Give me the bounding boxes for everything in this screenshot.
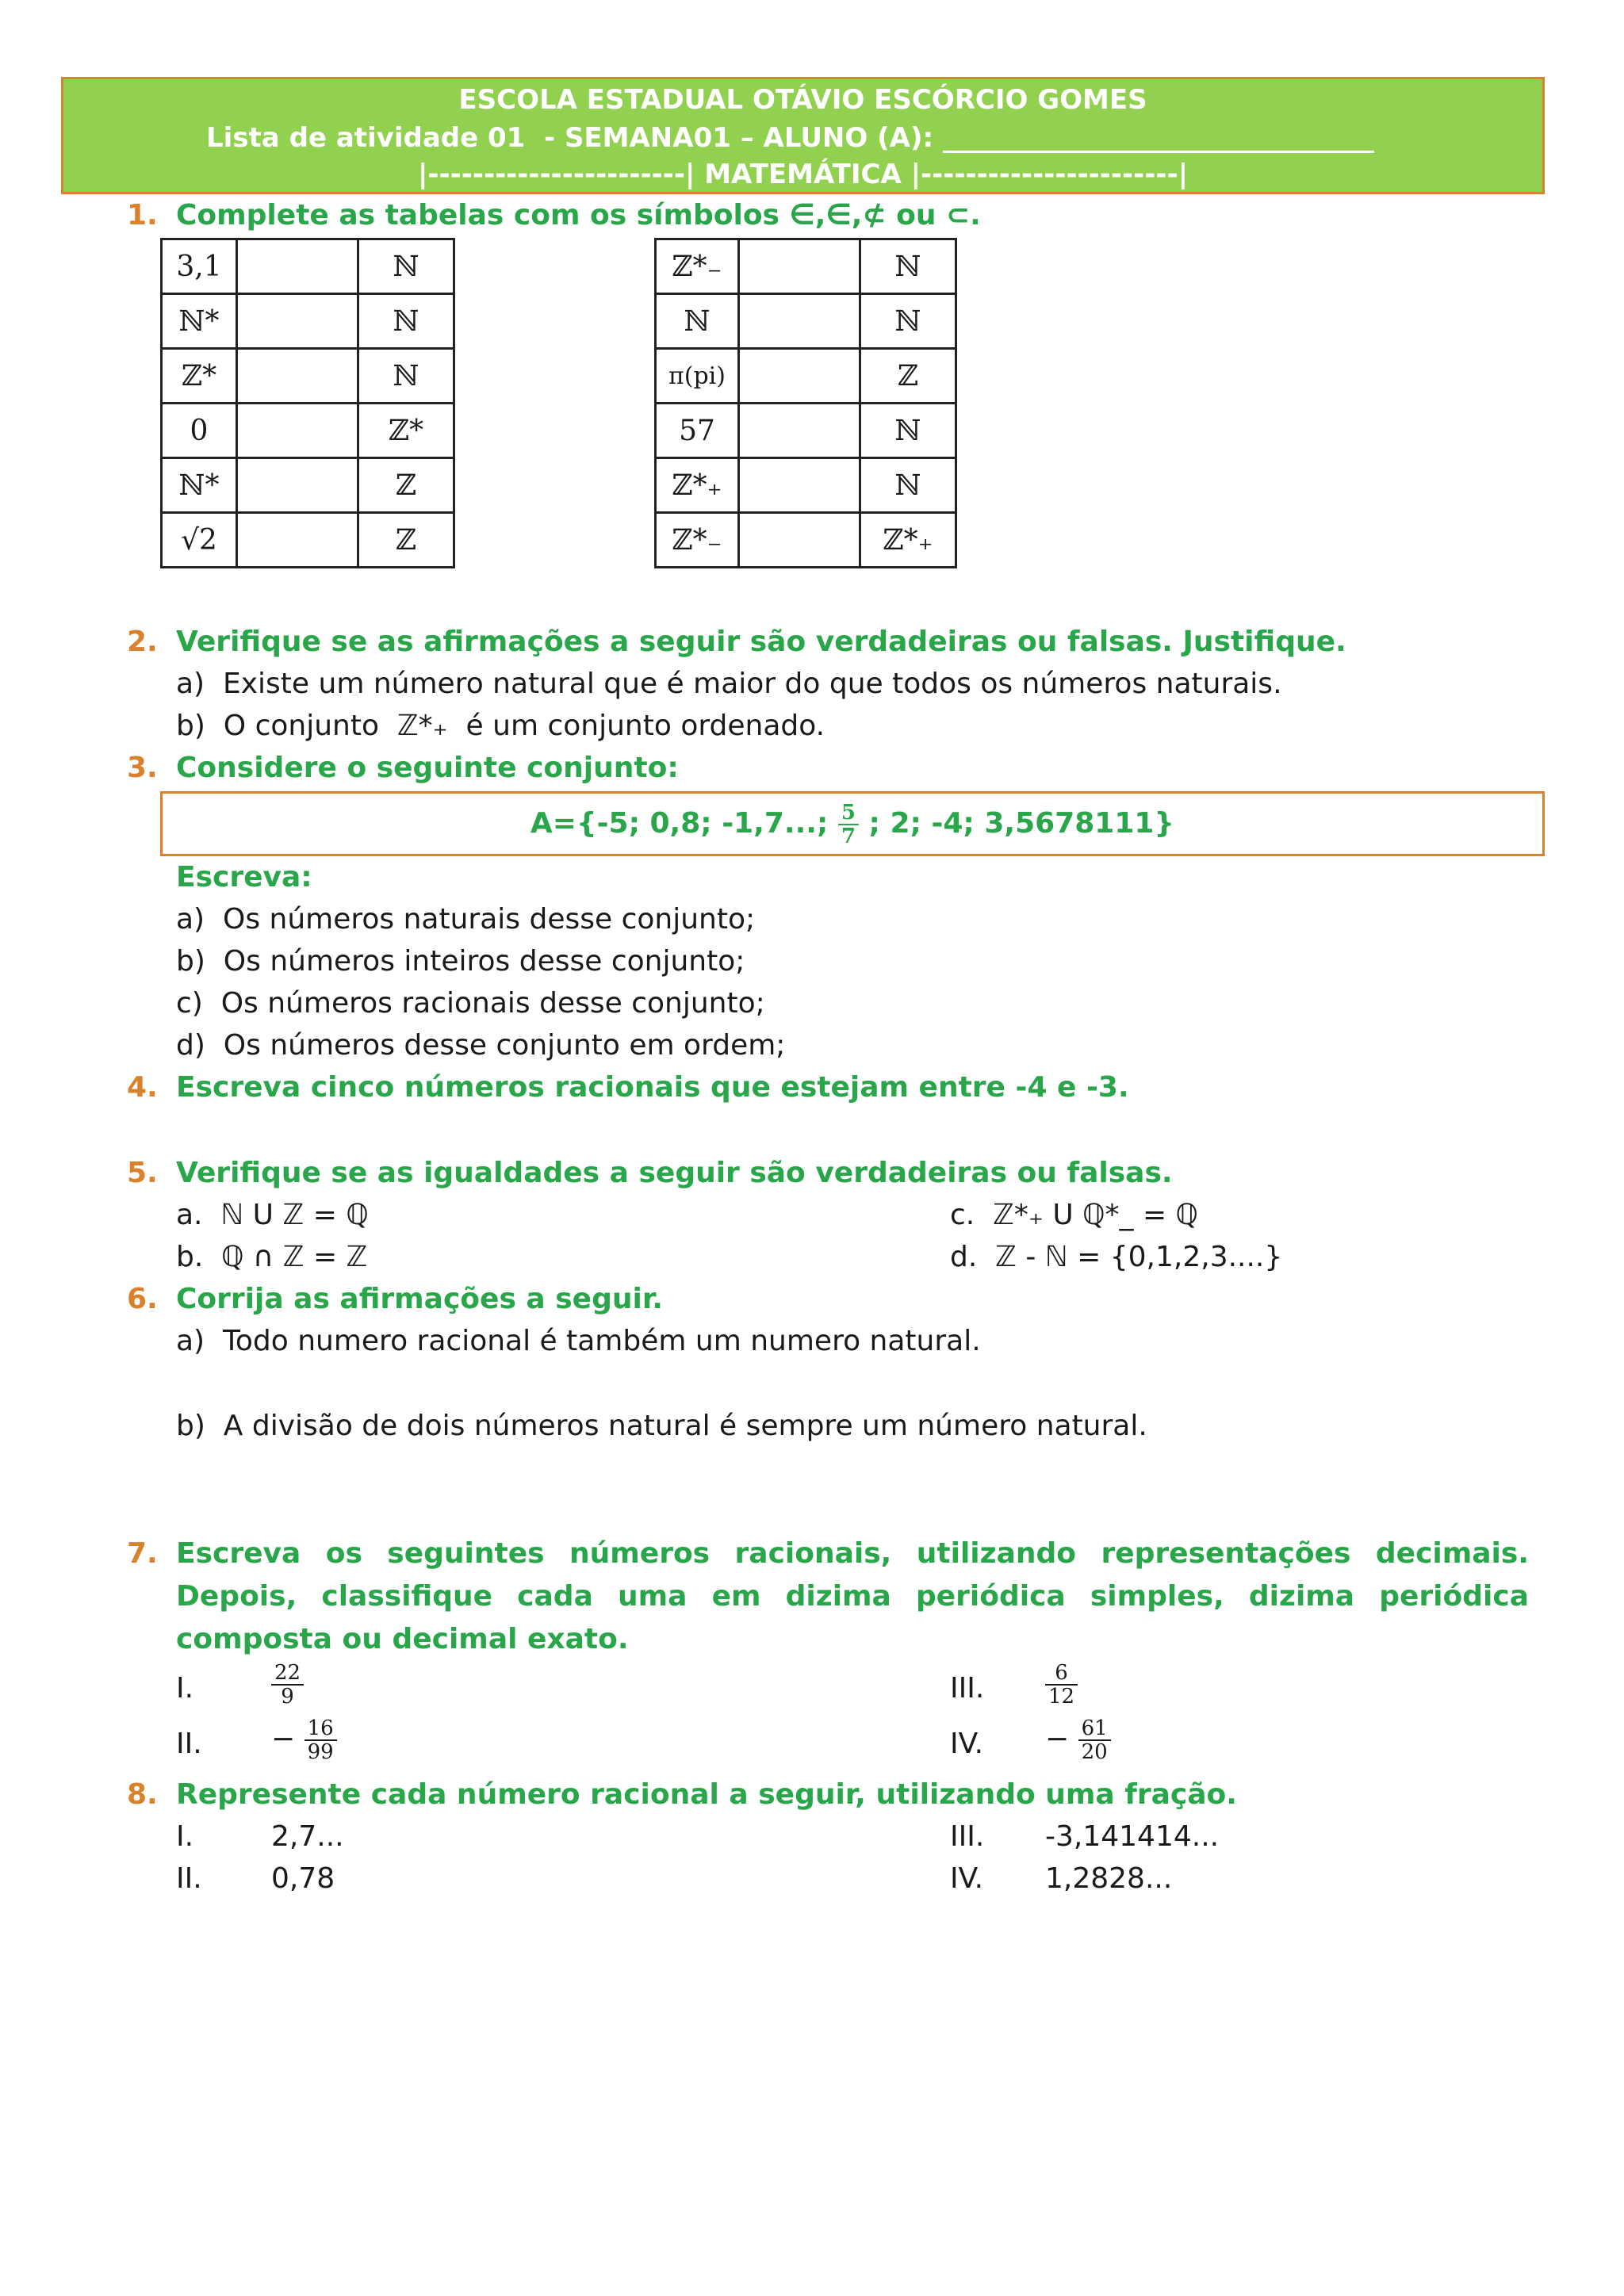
question-3-text: Considere o seguinte conjunto:: [176, 752, 679, 784]
item-label: II.: [176, 1728, 202, 1760]
question-number: 4.: [127, 1071, 158, 1104]
table-cell: ℕ: [358, 294, 454, 349]
fraction-numerator: 22: [271, 1662, 304, 1686]
subject-title: |-----------------------| MATEMÁTICA |-----------------------|: [417, 159, 1188, 190]
answer-cell[interactable]: [739, 513, 860, 568]
fraction-denominator: 9: [281, 1685, 294, 1709]
header-banner: [61, 77, 1545, 194]
question-number: 8.: [127, 1778, 158, 1811]
question-number: 5.: [127, 1157, 158, 1189]
table-cell: ℤ: [358, 513, 454, 568]
question-number: 1.: [127, 199, 158, 232]
answer-cell[interactable]: [237, 513, 358, 568]
item-a: a) Todo numero racional é também um numero natural.: [176, 1325, 981, 1357]
table-cell: ℤ*₋: [656, 513, 739, 568]
fraction-numerator: 61: [1078, 1717, 1111, 1741]
table-cell: ℤ: [860, 349, 956, 404]
fraction-item: [271, 1662, 304, 1708]
school-name: ESCOLA ESTADUAL OTÁVIO ESCÓRCIO GOMES: [458, 84, 1147, 116]
table-row: [162, 404, 454, 458]
answer-cell[interactable]: [237, 239, 358, 294]
answer-cell[interactable]: [739, 404, 860, 458]
item-a: a) Existe um número natural que é maior do que todos os números naturais.: [176, 668, 1282, 700]
fraction-denominator: 99: [307, 1740, 334, 1764]
table-row: [656, 404, 956, 458]
table-cell: ℕ: [358, 239, 454, 294]
table-row: [656, 513, 956, 568]
table-cell: ℕ: [860, 294, 956, 349]
fraction-numerator: 16: [304, 1717, 337, 1741]
question-number: 2.: [127, 626, 158, 658]
fraction-denominator: 7: [841, 825, 856, 848]
fraction: [304, 1717, 337, 1763]
table-cell: ℤ*: [162, 349, 237, 404]
table-cell: ℤ: [358, 458, 454, 513]
symbols-table-left: [160, 238, 455, 568]
symbols-table-right: [654, 238, 957, 568]
fraction: [1078, 1717, 1111, 1763]
table-cell: 0: [162, 404, 237, 458]
table-cell: ℕ*: [162, 294, 237, 349]
question-1-text: Complete as tabelas com os símbolos ∈,∈,⊄ ou ⊂.: [176, 199, 981, 232]
table-row: [656, 294, 956, 349]
fraction: [1045, 1662, 1078, 1708]
item-d: d) Os números desse conjunto em ordem;: [176, 1029, 786, 1062]
fraction-item: [1045, 1717, 1111, 1763]
item-c: c) Os números racionais desse conjunto;: [176, 987, 765, 1020]
table-cell: π(pi): [656, 349, 739, 404]
fraction-numerator: 5: [838, 802, 859, 825]
set-a-box: [160, 791, 1545, 856]
question-4-text: Escreva cinco números racionais que estejam entre -4 e -3.: [176, 1071, 1129, 1104]
fraction-denominator: 12: [1048, 1685, 1075, 1709]
table-cell: ℕ: [860, 458, 956, 513]
item-label: IV.: [950, 1862, 984, 1895]
set-a-suffix: ; 2; -4; 3,5678111}: [868, 807, 1175, 840]
table-cell: 57: [656, 404, 739, 458]
item-d: d. ℤ - ℕ = {0,1,2,3....}: [950, 1241, 1283, 1273]
table-cell: ℕ: [860, 239, 956, 294]
question-2-text: Verifique se as afirmações a seguir são verdadeiras ou falsas. Justifique.: [176, 626, 1346, 658]
table-cell: 3,1: [162, 239, 237, 294]
item-value: 0,78: [271, 1862, 335, 1895]
answer-cell[interactable]: [739, 458, 860, 513]
question-8-text: Represente cada número racional a seguir, utilizando uma fração.: [176, 1778, 1237, 1811]
set-a-prefix: A={-5; 0,8; -1,7...;: [530, 807, 829, 840]
table-cell: ℤ*₋: [656, 239, 739, 294]
question-7-text: Escreva os seguintes números racionais, utilizando representações decimais. Depois, classifique cada uma em dizima periódica simples, dizima periódica composta ou decimal exato.: [176, 1537, 1529, 1655]
item-b: b) A divisão de dois números natural é sempre um número natural.: [176, 1410, 1147, 1442]
table-cell: √2: [162, 513, 237, 568]
item-label: IV.: [950, 1728, 984, 1760]
activity-list-title: Lista de atividade 01 - SEMANA01 – ALUNO (A): ________________________________: [206, 122, 1374, 154]
table-row: [162, 349, 454, 404]
question-6-text: Corrija as afirmações a seguir.: [176, 1283, 664, 1315]
table-row: [162, 513, 454, 568]
item-b: b. ℚ ∩ ℤ = ℤ: [176, 1241, 368, 1273]
table-row: [162, 294, 454, 349]
answer-cell[interactable]: [237, 294, 358, 349]
answer-cell[interactable]: [237, 404, 358, 458]
answer-cell[interactable]: [237, 458, 358, 513]
answer-cell[interactable]: [739, 239, 860, 294]
item-label: III.: [950, 1820, 985, 1853]
item-value: 1,2828...: [1045, 1862, 1173, 1895]
item-label: I.: [176, 1672, 194, 1705]
fraction-sign: −: [1045, 1723, 1070, 1755]
item-label: III.: [950, 1672, 985, 1705]
write-label: Escreva:: [176, 861, 312, 894]
table-cell: ℕ: [656, 294, 739, 349]
item-b: b) Os números inteiros desse conjunto;: [176, 945, 745, 978]
table-row: [656, 458, 956, 513]
item-value: 2,7...: [271, 1820, 344, 1853]
fraction-sign: −: [271, 1723, 296, 1755]
table-cell: ℕ: [358, 349, 454, 404]
table-cell: ℕ*: [162, 458, 237, 513]
fraction-item: [271, 1717, 337, 1763]
fraction-numerator: 6: [1045, 1662, 1078, 1686]
fraction-item: [1045, 1662, 1078, 1708]
item-b: b) O conjunto ℤ*₊ é um conjunto ordenado.: [176, 710, 825, 742]
table-row: [656, 349, 956, 404]
table-row: [162, 458, 454, 513]
table-cell: ℤ*₊: [860, 513, 956, 568]
answer-cell[interactable]: [739, 294, 860, 349]
item-label: II.: [176, 1862, 202, 1895]
question-number: 7.: [127, 1537, 158, 1570]
table-row: [162, 239, 454, 294]
item-a: a. ℕ U ℤ = ℚ: [176, 1199, 369, 1231]
table-cell: ℤ*₊: [656, 458, 739, 513]
fraction-denominator: 20: [1081, 1740, 1108, 1764]
item-a: a) Os números naturais desse conjunto;: [176, 903, 756, 936]
item-value: -3,141414...: [1045, 1820, 1220, 1853]
table-cell: ℕ: [860, 404, 956, 458]
table-cell: ℤ*: [358, 404, 454, 458]
fraction: [838, 802, 859, 848]
question-number: 6.: [127, 1283, 158, 1315]
fraction: [271, 1662, 304, 1708]
item-label: I.: [176, 1820, 194, 1853]
item-c: c. ℤ*₊ U ℚ*_ = ℚ: [950, 1199, 1198, 1231]
question-5-text: Verifique se as igualdades a seguir são verdadeiras ou falsas.: [176, 1157, 1173, 1189]
table-row: [656, 239, 956, 294]
answer-cell[interactable]: [739, 349, 860, 404]
question-number: 3.: [127, 752, 158, 784]
answer-cell[interactable]: [237, 349, 358, 404]
